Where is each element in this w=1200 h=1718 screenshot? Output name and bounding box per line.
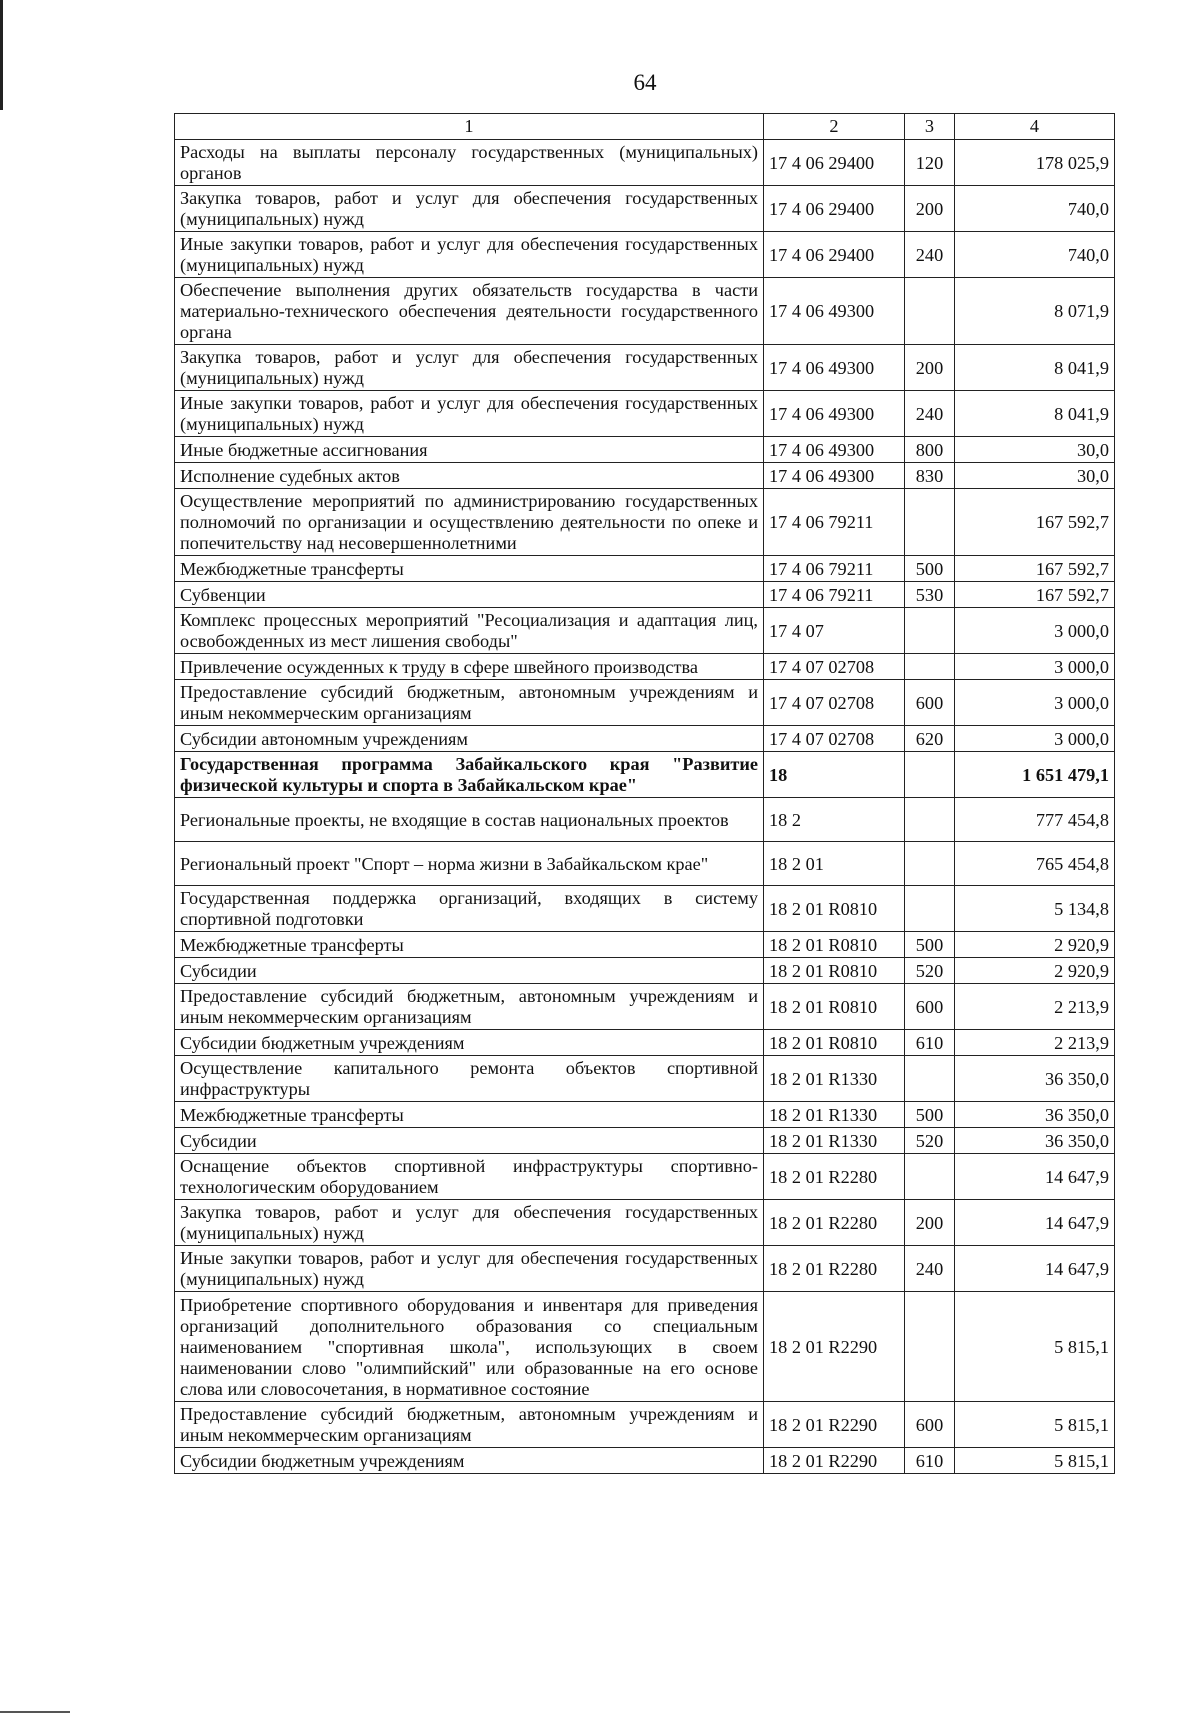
column-header-code: 2 — [764, 114, 905, 140]
row-code-cell: 17 4 06 49300 — [764, 391, 905, 437]
table-row — [175, 186, 1115, 232]
table-row — [175, 608, 1115, 654]
scan-bottom-mark — [0, 1711, 70, 1713]
table-row — [175, 1154, 1115, 1200]
row-kind-cell — [905, 752, 955, 798]
row-amount-cell: 5 134,8 — [955, 886, 1115, 932]
table-row — [175, 437, 1115, 463]
row-amount-cell: 2 920,9 — [955, 958, 1115, 984]
row-code-cell: 18 2 01 R0810 — [764, 984, 905, 1030]
row-kind-cell: 200 — [905, 345, 955, 391]
table-row — [175, 932, 1115, 958]
row-name-cell: Привлечение осужденных к труду в сфере швейного производства — [175, 654, 764, 680]
table-row — [175, 1102, 1115, 1128]
table-row — [175, 278, 1115, 345]
row-name-cell: Субвенции — [175, 582, 764, 608]
row-amount-cell: 14 647,9 — [955, 1200, 1115, 1246]
row-code-cell: 17 4 06 79211 — [764, 489, 905, 556]
row-code-cell: 18 2 01 — [764, 842, 905, 886]
row-name-cell: Расходы на выплаты персоналу государственных (муниципальных) органов — [175, 140, 764, 186]
row-code-cell: 18 2 01 R1330 — [764, 1056, 905, 1102]
row-amount-cell: 3 000,0 — [955, 680, 1115, 726]
row-code-cell: 18 2 01 R2290 — [764, 1402, 905, 1448]
row-amount-cell: 5 815,1 — [955, 1292, 1115, 1402]
row-name-cell: Приобретение спортивного оборудования и инвентаря для приведения организаций дополнительного образования со специальным наименованием "спортивная школа", использующих в своем наименовании слово "олимпийский" или образованные на его основе слова или словосочетания, в нормативное состояние — [175, 1292, 764, 1402]
row-kind-cell: 240 — [905, 1246, 955, 1292]
row-kind-cell: 200 — [905, 186, 955, 232]
row-name-cell: Субсидии — [175, 1128, 764, 1154]
row-code-cell: 18 — [764, 752, 905, 798]
row-code-cell: 18 2 01 R0810 — [764, 886, 905, 932]
row-kind-cell: 530 — [905, 582, 955, 608]
row-code-cell: 17 4 07 02708 — [764, 654, 905, 680]
row-amount-cell: 167 592,7 — [955, 556, 1115, 582]
row-amount-cell: 3 000,0 — [955, 654, 1115, 680]
row-amount-cell: 14 647,9 — [955, 1154, 1115, 1200]
row-amount-cell: 5 815,1 — [955, 1448, 1115, 1474]
table-row — [175, 886, 1115, 932]
row-amount-cell: 8 041,9 — [955, 345, 1115, 391]
row-kind-cell: 600 — [905, 984, 955, 1030]
row-kind-cell: 610 — [905, 1448, 955, 1474]
table-row — [175, 1200, 1115, 1246]
row-amount-cell: 36 350,0 — [955, 1102, 1115, 1128]
row-kind-cell: 520 — [905, 958, 955, 984]
table-row — [175, 1128, 1115, 1154]
row-kind-cell: 600 — [905, 680, 955, 726]
table-header-row — [175, 114, 1115, 140]
row-code-cell: 18 2 01 R2290 — [764, 1292, 905, 1402]
table-row — [175, 798, 1115, 842]
row-kind-cell: 500 — [905, 932, 955, 958]
row-amount-cell: 30,0 — [955, 463, 1115, 489]
row-code-cell: 18 2 01 R1330 — [764, 1128, 905, 1154]
row-code-cell: 18 2 — [764, 798, 905, 842]
row-name-cell: Межбюджетные трансферты — [175, 932, 764, 958]
row-name-cell: Межбюджетные трансферты — [175, 1102, 764, 1128]
table-row — [175, 1246, 1115, 1292]
row-code-cell: 17 4 06 49300 — [764, 278, 905, 345]
row-name-cell: Комплекс процессных мероприятий "Ресоциализация и адаптация лиц, освобожденных из мест лишения свободы" — [175, 608, 764, 654]
row-name-cell: Иные закупки товаров, работ и услуг для обеспечения государственных (муниципальных) нужд — [175, 1246, 764, 1292]
row-amount-cell: 1 651 479,1 — [955, 752, 1115, 798]
row-kind-cell: 600 — [905, 1402, 955, 1448]
column-header-amount: 4 — [955, 114, 1115, 140]
row-kind-cell — [905, 1292, 955, 1402]
row-name-cell: Региональные проекты, не входящие в состав национальных проектов — [175, 798, 764, 842]
row-code-cell: 17 4 06 79211 — [764, 582, 905, 608]
row-name-cell: Субсидии бюджетным учреждениям — [175, 1030, 764, 1056]
row-amount-cell: 3 000,0 — [955, 608, 1115, 654]
table-row — [175, 1056, 1115, 1102]
row-name-cell: Региональный проект "Спорт – норма жизни в Забайкальском крае" — [175, 842, 764, 886]
row-name-cell: Иные закупки товаров, работ и услуг для обеспечения государственных (муниципальных) нужд — [175, 232, 764, 278]
row-kind-cell: 610 — [905, 1030, 955, 1056]
row-name-cell: Субсидии бюджетным учреждениям — [175, 1448, 764, 1474]
row-amount-cell: 14 647,9 — [955, 1246, 1115, 1292]
table-row — [175, 984, 1115, 1030]
row-amount-cell: 178 025,9 — [955, 140, 1115, 186]
row-kind-cell — [905, 842, 955, 886]
table-row — [175, 752, 1115, 798]
row-name-cell: Межбюджетные трансферты — [175, 556, 764, 582]
row-kind-cell: 120 — [905, 140, 955, 186]
row-kind-cell: 240 — [905, 391, 955, 437]
row-amount-cell: 765 454,8 — [955, 842, 1115, 886]
row-kind-cell — [905, 654, 955, 680]
row-amount-cell: 167 592,7 — [955, 582, 1115, 608]
row-code-cell: 18 2 01 R2280 — [764, 1154, 905, 1200]
table-row — [175, 654, 1115, 680]
row-kind-cell: 500 — [905, 556, 955, 582]
row-code-cell: 17 4 06 49300 — [764, 345, 905, 391]
table-body — [175, 140, 1115, 1474]
row-name-cell: Осуществление капитального ремонта объектов спортивной инфраструктуры — [175, 1056, 764, 1102]
row-kind-cell: 520 — [905, 1128, 955, 1154]
table-row — [175, 489, 1115, 556]
row-code-cell: 18 2 01 R2280 — [764, 1200, 905, 1246]
row-code-cell: 18 2 01 R0810 — [764, 932, 905, 958]
row-code-cell: 18 2 01 R2280 — [764, 1246, 905, 1292]
row-amount-cell: 3 000,0 — [955, 726, 1115, 752]
column-header-kind: 3 — [905, 114, 955, 140]
row-amount-cell: 740,0 — [955, 232, 1115, 278]
row-kind-cell: 620 — [905, 726, 955, 752]
row-code-cell: 17 4 06 29400 — [764, 232, 905, 278]
row-name-cell: Закупка товаров, работ и услуг для обеспечения государственных (муниципальных) нужд — [175, 186, 764, 232]
row-amount-cell: 2 213,9 — [955, 1030, 1115, 1056]
row-kind-cell: 830 — [905, 463, 955, 489]
table-row — [175, 582, 1115, 608]
row-kind-cell — [905, 1154, 955, 1200]
row-amount-cell: 777 454,8 — [955, 798, 1115, 842]
row-code-cell: 17 4 07 — [764, 608, 905, 654]
row-kind-cell — [905, 798, 955, 842]
table-row — [175, 1448, 1115, 1474]
row-amount-cell: 740,0 — [955, 186, 1115, 232]
row-amount-cell: 8 071,9 — [955, 278, 1115, 345]
row-code-cell: 18 2 01 R2290 — [764, 1448, 905, 1474]
row-kind-cell: 800 — [905, 437, 955, 463]
table-row — [175, 1030, 1115, 1056]
row-kind-cell: 500 — [905, 1102, 955, 1128]
row-code-cell: 17 4 07 02708 — [764, 726, 905, 752]
row-kind-cell — [905, 1056, 955, 1102]
table-row — [175, 556, 1115, 582]
row-name-cell: Закупка товаров, работ и услуг для обеспечения государственных (муниципальных) нужд — [175, 1200, 764, 1246]
row-code-cell: 17 4 06 49300 — [764, 463, 905, 489]
row-amount-cell: 30,0 — [955, 437, 1115, 463]
row-name-cell: Субсидии — [175, 958, 764, 984]
table-row — [175, 842, 1115, 886]
row-name-cell: Оснащение объектов спортивной инфраструктуры спортивно-технологическим оборудованием — [175, 1154, 764, 1200]
row-name-cell: Предоставление субсидий бюджетным, автономным учреждениям и иным некоммерческим организациям — [175, 680, 764, 726]
table-row — [175, 1402, 1115, 1448]
row-name-cell: Иные закупки товаров, работ и услуг для обеспечения государственных (муниципальных) нужд — [175, 391, 764, 437]
row-name-cell: Предоставление субсидий бюджетным, автономным учреждениям и иным некоммерческим организациям — [175, 1402, 764, 1448]
row-amount-cell: 5 815,1 — [955, 1402, 1115, 1448]
table-row — [175, 958, 1115, 984]
row-name-cell: Субсидии автономным учреждениям — [175, 726, 764, 752]
table-row — [175, 463, 1115, 489]
row-code-cell: 17 4 07 02708 — [764, 680, 905, 726]
row-name-cell: Осуществление мероприятий по администрированию государственных полномочий по организации и осуществлению деятельности по опеке и попечительству над несовершеннолетними — [175, 489, 764, 556]
table-row — [175, 726, 1115, 752]
budget-table — [174, 113, 1115, 1474]
row-amount-cell: 36 350,0 — [955, 1056, 1115, 1102]
table-row — [175, 232, 1115, 278]
row-code-cell: 17 4 06 29400 — [764, 186, 905, 232]
row-kind-cell — [905, 278, 955, 345]
table-row — [175, 345, 1115, 391]
table-row — [175, 1292, 1115, 1402]
column-header-name: 1 — [175, 114, 764, 140]
table-row — [175, 391, 1115, 437]
row-name-cell: Государственная поддержка организаций, входящих в систему спортивной подготовки — [175, 886, 764, 932]
row-kind-cell — [905, 489, 955, 556]
row-amount-cell: 2 920,9 — [955, 932, 1115, 958]
row-code-cell: 17 4 06 29400 — [764, 140, 905, 186]
row-amount-cell: 2 213,9 — [955, 984, 1115, 1030]
row-amount-cell: 8 041,9 — [955, 391, 1115, 437]
row-kind-cell — [905, 886, 955, 932]
row-code-cell: 18 2 01 R1330 — [764, 1102, 905, 1128]
row-name-cell: Исполнение судебных актов — [175, 463, 764, 489]
page-number: 64 — [633, 70, 657, 95]
row-code-cell: 17 4 06 49300 — [764, 437, 905, 463]
row-code-cell: 17 4 06 79211 — [764, 556, 905, 582]
row-name-cell: Государственная программа Забайкальского края "Развитие физической культуры и спорта в Забайкальском крае" — [175, 752, 764, 798]
row-code-cell: 18 2 01 R0810 — [764, 958, 905, 984]
row-amount-cell: 167 592,7 — [955, 489, 1115, 556]
row-kind-cell — [905, 608, 955, 654]
row-kind-cell: 240 — [905, 232, 955, 278]
row-name-cell: Закупка товаров, работ и услуг для обеспечения государственных (муниципальных) нужд — [175, 345, 764, 391]
row-name-cell: Иные бюджетные ассигнования — [175, 437, 764, 463]
row-name-cell: Предоставление субсидий бюджетным, автономным учреждениям и иным некоммерческим организациям — [175, 984, 764, 1030]
row-amount-cell: 36 350,0 — [955, 1128, 1115, 1154]
row-kind-cell: 200 — [905, 1200, 955, 1246]
row-code-cell: 18 2 01 R0810 — [764, 1030, 905, 1056]
table-row — [175, 680, 1115, 726]
table-row — [175, 140, 1115, 186]
row-name-cell: Обеспечение выполнения других обязательств государства в части материально-технического обеспечения деятельности государственного органа — [175, 278, 764, 345]
